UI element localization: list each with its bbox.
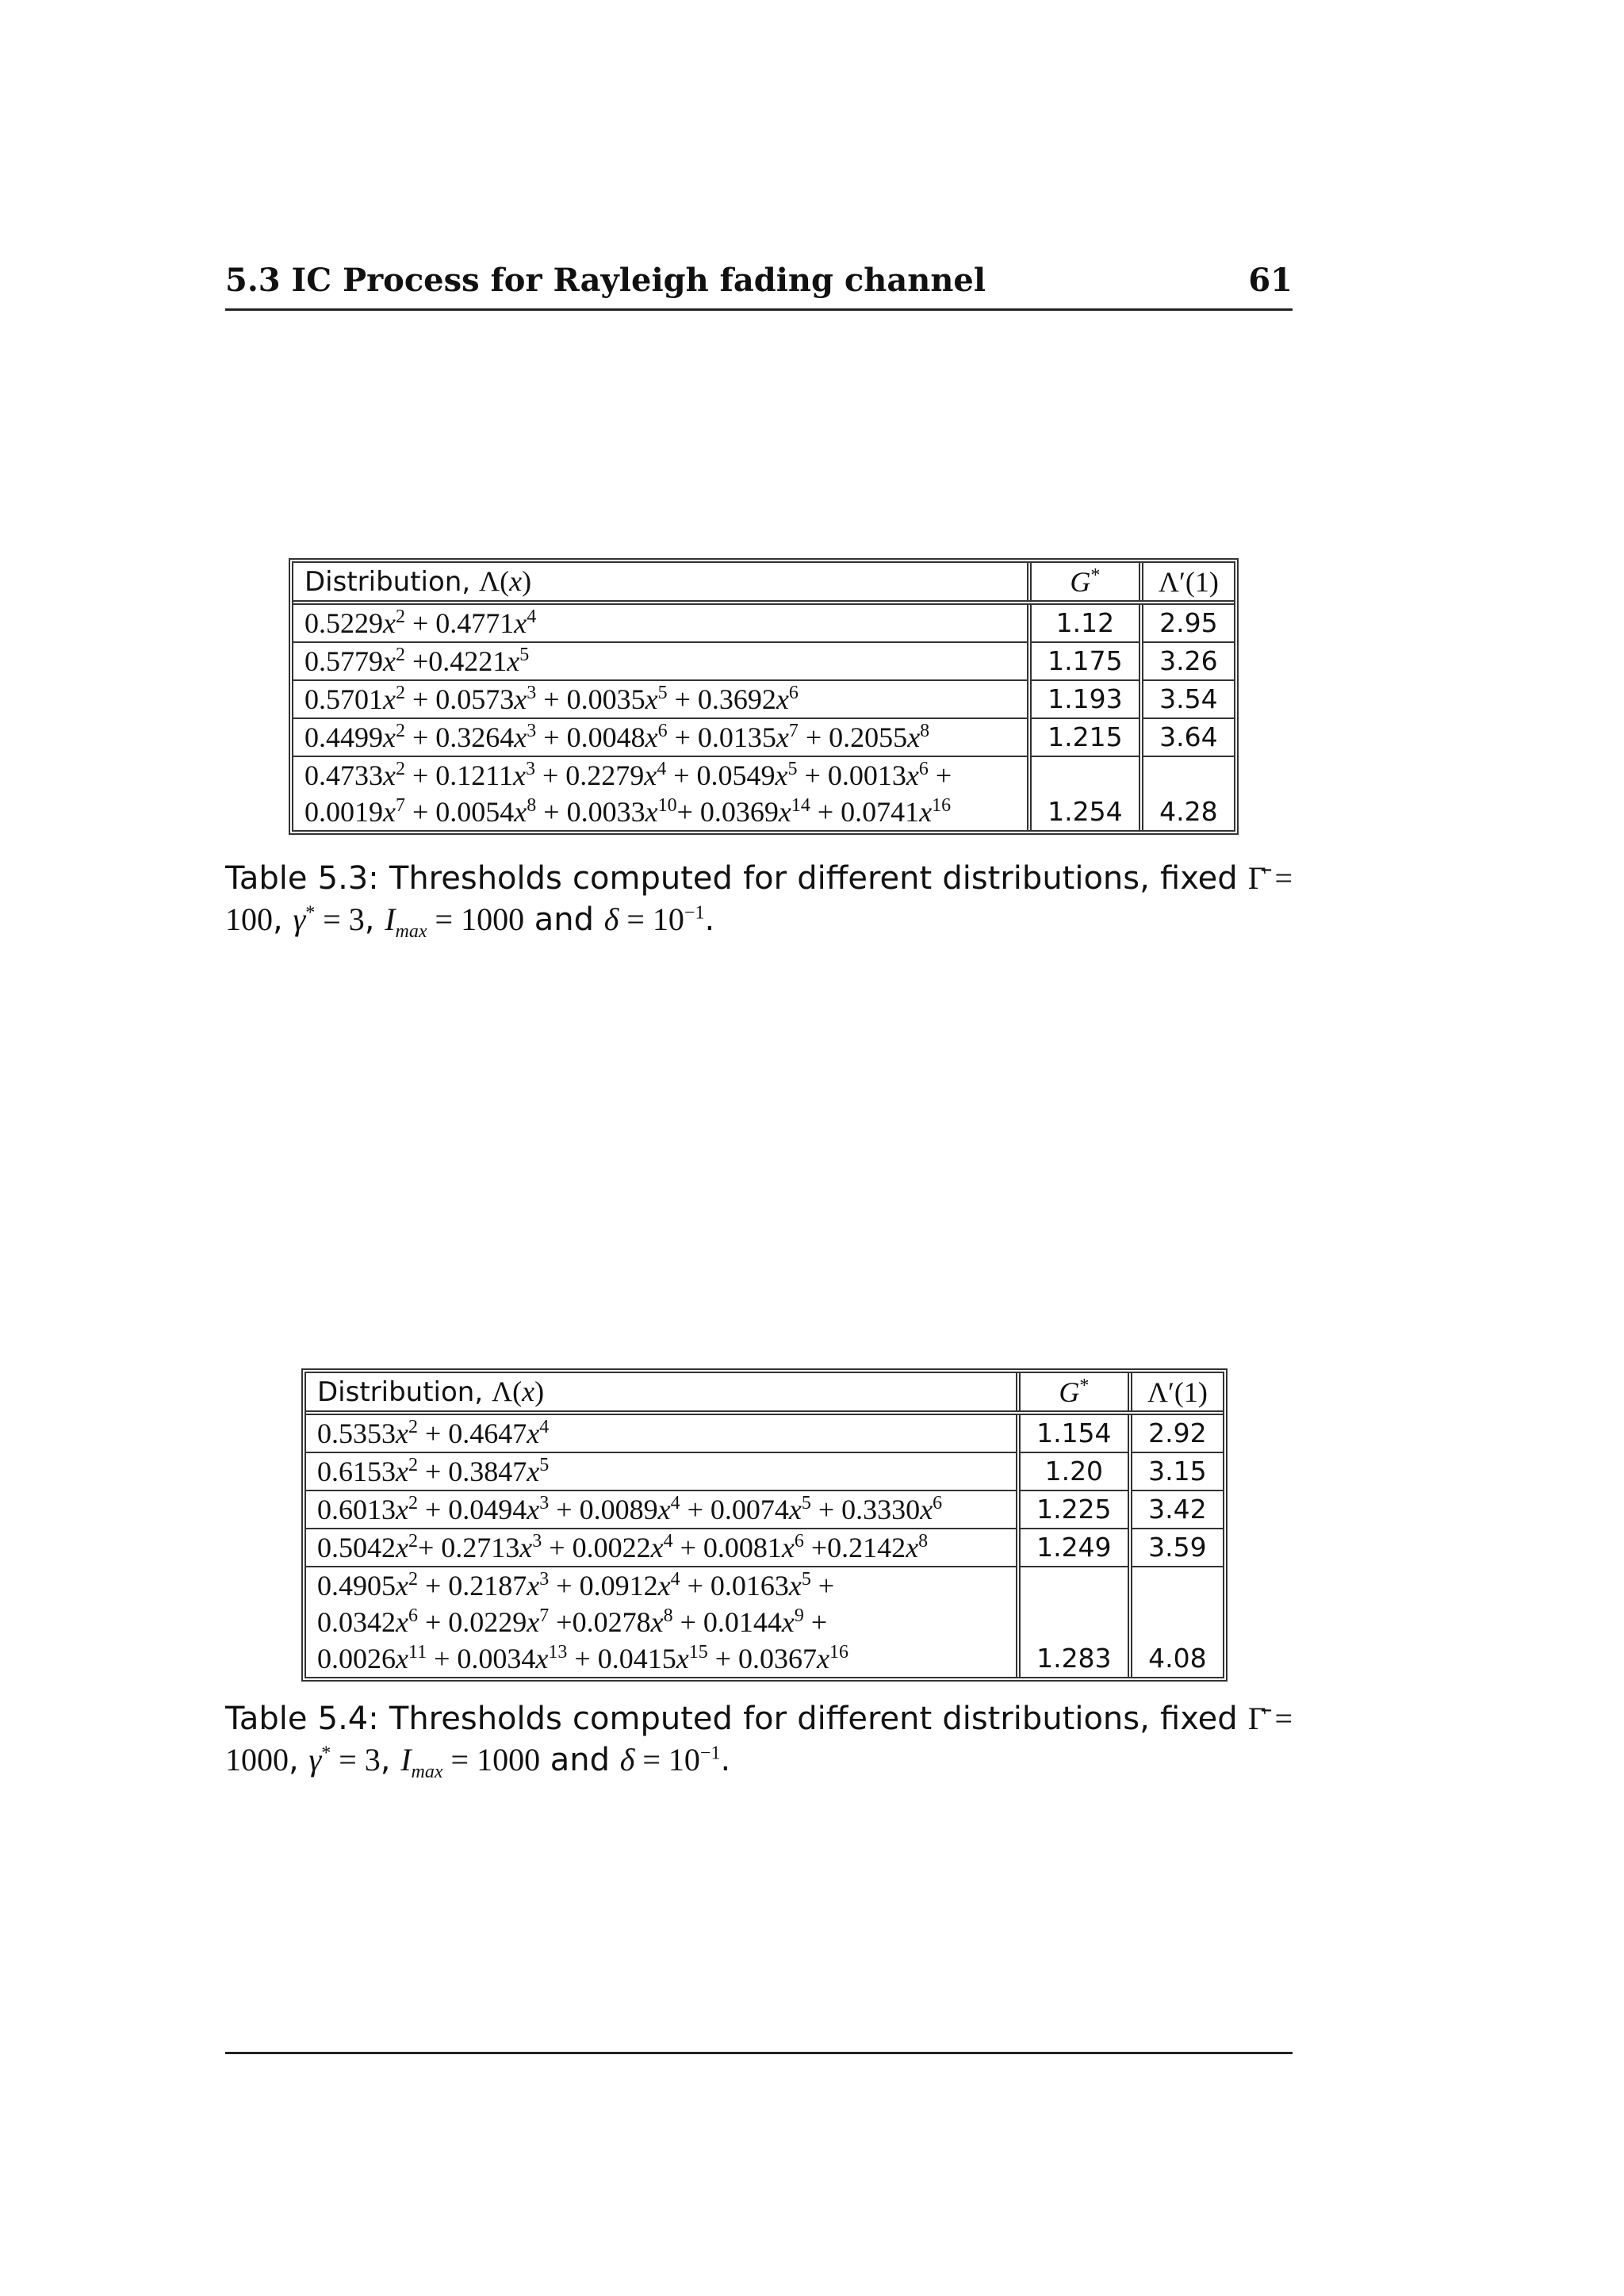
distribution-cell: $0.4733x^2 + 0.1211x^3 + 0.2279x^4 + 0.0549x^5 + 0.0013x^6$ + $0.0019x^7 + 0.0054x^8 + 0.0033x^{10}+ 0.0369x^{14} + 0.0741x^{16}$: [304, 759, 952, 828]
distribution-cell: $0.5701x^2 + 0.0573x^3 + 0.0035x^5 + 0.3692x^6$: [293, 680, 1029, 718]
lambda-prime-cell: 3.26: [1141, 642, 1234, 680]
lambda-prime-cell: 3.64: [1141, 718, 1234, 756]
g-star-cell: 1.215: [1029, 718, 1141, 756]
table-row: [293, 718, 1234, 756]
lambda-prime-cell: 3.42: [1130, 1490, 1223, 1529]
g-star-cell: 1.193: [1029, 680, 1141, 718]
col-header-distribution: Distribution, Λ(x): [306, 1373, 1018, 1413]
table-row: [293, 680, 1234, 718]
distribution-cell: $0.4499x^2 + 0.3264x^3 + 0.0048x^6 + 0.0135x^7 + 0.2055x^8$: [293, 718, 1029, 756]
col-header-lambda-prime: Λ′(1): [1141, 563, 1234, 603]
lambda-prime-cell: 2.95: [1141, 603, 1234, 642]
col-header-g: G*: [1018, 1373, 1130, 1413]
lambda-prime-cell: 4.28: [1141, 756, 1234, 830]
g-star-cell: 1.20: [1018, 1452, 1130, 1490]
table-row: [306, 1452, 1223, 1490]
table-row: [306, 1413, 1223, 1452]
distribution-cell: $0.5779x^2 +0.4221x^5$: [293, 642, 1029, 680]
table-row: [306, 1490, 1223, 1529]
distribution-cell: $0.5229x^2 + 0.4771x^4$: [293, 603, 1029, 642]
distribution-cell: $0.6153x^2 + 0.3847x^5$: [306, 1452, 1018, 1490]
distribution-cell: $0.5353x^2 + 0.4647x^4$: [306, 1413, 1018, 1452]
lambda-prime-cell: 4.08: [1130, 1567, 1223, 1677]
lambda-prime-cell: 3.54: [1141, 680, 1234, 718]
g-star-cell: 1.254: [1029, 756, 1141, 830]
g-star-cell: 1.175: [1029, 642, 1141, 680]
table-row: [306, 1567, 1223, 1677]
col-header-distribution: Distribution, Λ(x): [293, 563, 1029, 603]
footer-rule: [225, 2052, 1293, 2054]
g-star-cell: 1.283: [1018, 1567, 1130, 1677]
table-row: [293, 756, 1234, 830]
lambda-prime-cell: 2.92: [1130, 1413, 1223, 1452]
g-star-cell: 1.225: [1018, 1490, 1130, 1529]
lambda-prime-cell: 3.59: [1130, 1529, 1223, 1567]
lambda-prime-cell: 3.15: [1130, 1452, 1223, 1490]
page-number: 61: [1248, 262, 1293, 299]
section-title: 5.3 IC Process for Rayleigh fading channel: [225, 262, 986, 299]
table-row: [293, 642, 1234, 680]
table-5-3: [289, 558, 1239, 835]
distribution-cell: $0.5042x^2+ 0.2713x^3 + 0.0022x^4 + 0.0081x^6 +0.2142x^8$: [306, 1529, 1018, 1567]
distribution-cell: $0.6013x^2 + 0.0494x^3 + 0.0089x^4 + 0.0074x^5 + 0.3330x^6$: [306, 1490, 1018, 1529]
g-star-cell: 1.12: [1029, 603, 1141, 642]
table-5-3-caption: Table 5.3: Thresholds computed for different distributions, fixed Γ̄ = 100, γ* = 3, $I_{max} = 1000$ and $\delta = 10^{-1}$.: [225, 860, 1293, 942]
col-header-lambda-prime: Λ′(1): [1130, 1373, 1223, 1413]
table-row: [306, 1529, 1223, 1567]
table-5-4: [301, 1368, 1228, 1682]
distribution-cell: $0.4905x^2 + 0.2187x^3 + 0.0912x^4 + 0.0163x^5$ + $0.0342x^6 + 0.0229x^7 +0.0278x^8 + 0.0144x^9$ + $0.0026x^{11} + 0.0034x^{13} + 0.0415x^{15} + 0.0367x^{16}$: [317, 1569, 848, 1674]
g-star-cell: 1.154: [1018, 1413, 1130, 1452]
table-row: [293, 603, 1234, 642]
table-5-4-caption: Table 5.4: Thresholds computed for different distributions, fixed Γ̄ = 1000, γ* = 3, $I_{max} = 1000$ and $\delta = 10^{-1}$.: [225, 1701, 1293, 1782]
running-head: [225, 262, 1293, 311]
col-header-g: G*: [1029, 563, 1141, 603]
g-star-cell: 1.249: [1018, 1529, 1130, 1567]
